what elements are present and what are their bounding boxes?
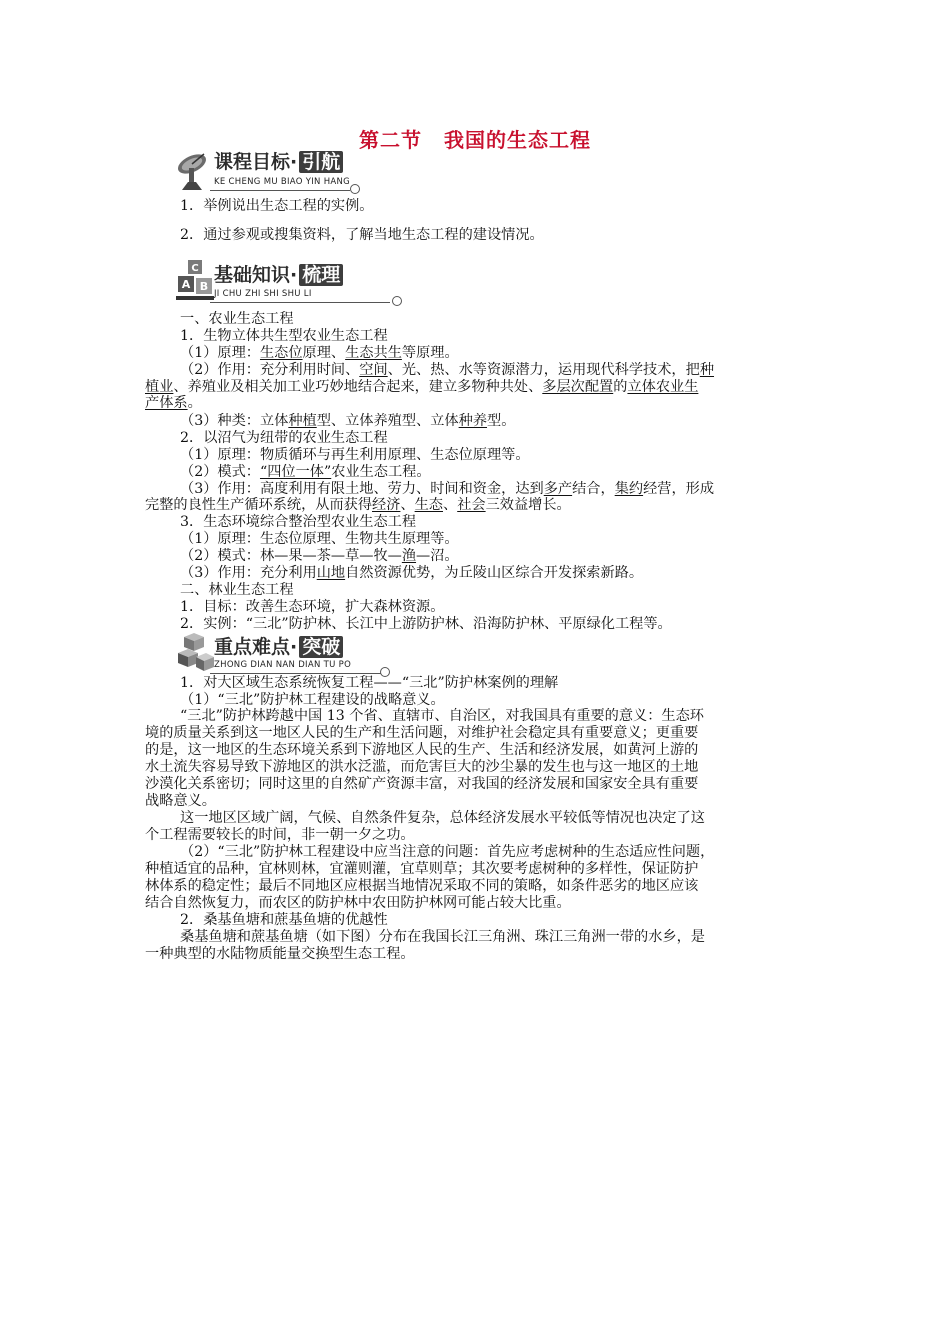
subsection-heading: 3．生态环境综合整治型农业生态工程 bbox=[180, 514, 417, 530]
banner-ring-icon bbox=[392, 296, 402, 306]
title-section: 第二节 bbox=[359, 128, 422, 152]
text-line: 产体系。 bbox=[145, 395, 202, 411]
satellite-dish-icon bbox=[174, 150, 216, 192]
answer-blank: 生态共生 bbox=[345, 345, 402, 361]
banner-basics bbox=[174, 258, 404, 304]
subsection-heading: 1．生物立体共生型农业生态工程 bbox=[180, 328, 388, 344]
objective-item: 1．举例说出生态工程的实例。 bbox=[180, 198, 374, 214]
banner-divider bbox=[210, 302, 390, 303]
text-line: （3）种类：立体种植型、立体养殖型、立体种养型。 bbox=[180, 413, 516, 429]
banner-objectives bbox=[174, 150, 364, 196]
answer-blank: 植业 bbox=[145, 379, 174, 395]
subsection-heading: 2．桑基鱼塘和蔗基鱼塘的优越性 bbox=[180, 912, 388, 928]
banner-divider bbox=[210, 190, 350, 191]
answer-blank: 种植 bbox=[288, 413, 317, 429]
text-line: （1）“三北”防护林工程建设的战略意义。 bbox=[180, 692, 445, 708]
paragraph-line: 战略意义。 bbox=[145, 793, 216, 809]
text-line: （2）作用：充分利用时间、空间、光、热、水等资源潜力，运用现代科学技术，把种 bbox=[180, 362, 715, 378]
paragraph-line: 的是，这一地区的生态环境关系到下游地区人民的生产、生活和经济发展，如黄河上游的 bbox=[145, 742, 699, 758]
banner-divider bbox=[210, 673, 382, 674]
text-line: 植业、养殖业及相关加工业巧妙地结合起来，建立多物种共处、多层次配置的立体农业生 bbox=[145, 379, 699, 395]
answer-blank: 集约 bbox=[614, 481, 644, 497]
answer-blank: 生态位 bbox=[259, 345, 303, 361]
subsection-heading: 2．以沼气为纽带的农业生态工程 bbox=[180, 430, 388, 446]
answer-blank: 空间 bbox=[359, 362, 388, 378]
title-text: 我国的生态工程 bbox=[444, 128, 591, 152]
svg-text:A: A bbox=[181, 278, 191, 291]
paragraph-line: 种植适宜的品种，宜林则林，宜灌则灌，宜草则草；其次要考虑树种的多样性，保证防护 bbox=[145, 861, 699, 877]
answer-blank: 生态 bbox=[414, 497, 443, 513]
banner-basics-title: 基础知识· 梳理 bbox=[214, 263, 343, 287]
answer-blank: 社会 bbox=[457, 497, 486, 513]
paragraph-line: 个工程需要较长的时间，非一朝一夕之功。 bbox=[145, 827, 415, 843]
page-title bbox=[0, 124, 950, 153]
banner-objectives-pinyin: KE CHENG MU BIAO YIN HANG bbox=[214, 177, 351, 187]
text-line: 完整的良性生产循环系统，从而获得经济、生态、社会三效益增长。 bbox=[145, 497, 571, 513]
text-line: （1）原理：生态位原理、生物共生原理等。 bbox=[180, 531, 459, 547]
banner-basics-highlight: 梳理 bbox=[299, 264, 343, 286]
paragraph-line: 结合自然恢复力，而农区的防护林中农田防护林网可能占较大比重。 bbox=[145, 895, 571, 911]
text-line: （3）作用：高度利用有限土地、劳力、时间和资金，达到多产结合，集约经营，形成 bbox=[180, 481, 715, 497]
answer-blank: 山地 bbox=[316, 565, 346, 581]
paragraph-line: （2）“三北”防护林工程建设中应当注意的问题：首先应考虑树种的生态适应性问题， bbox=[180, 844, 715, 860]
svg-text:C: C bbox=[191, 263, 199, 274]
text-line: 1．目标：改善生态环境，扩大森林资源。 bbox=[180, 599, 445, 615]
answer-blank: 经济 bbox=[372, 497, 401, 513]
answer-blank: “四位一体” bbox=[259, 464, 332, 480]
answer-blank: 种 bbox=[699, 362, 715, 378]
paragraph-line: 沙漠化关系密切；同时这里的自然矿产资源丰富，对我国的经济发展和国家安全具有重要 bbox=[145, 776, 699, 792]
text-line: （1）原理：物质循环与再生利用原理、生态位原理等。 bbox=[180, 447, 530, 463]
section-heading: 二、林业生态工程 bbox=[180, 582, 294, 598]
banner-objectives-title: 课程目标· 引航 bbox=[214, 150, 343, 174]
banner-basics-pinyin: JI CHU ZHI SHI SHU LI bbox=[214, 289, 312, 299]
text-line: （1）原理：生态位原理、生态共生等原理。 bbox=[180, 345, 459, 361]
banner-objectives-highlight: 引航 bbox=[299, 151, 343, 173]
banner-keypoints-pinyin: ZHONG DIAN NAN DIAN TU PO bbox=[214, 660, 352, 670]
banner-keypoints-highlight: 突破 bbox=[299, 636, 343, 658]
paragraph-line: 一种典型的水陆物质能量交换型生态工程。 bbox=[145, 946, 415, 962]
answer-blank: 产体系 bbox=[145, 395, 188, 411]
paragraph-line: 桑基鱼塘和蔗基鱼塘（如下图）分布在我国长江三角洲、珠江三角洲一带的水乡，是 bbox=[180, 929, 705, 945]
paragraph-line: “三北”防护林跨越中国 13 个省、直辖市、自治区，对我国具有重要的意义：生态环 bbox=[180, 708, 704, 724]
abc-blocks-icon bbox=[174, 260, 216, 302]
text-line: （3）作用：充分利用山地自然资源优势，为丘陵山区综合开发探索新路。 bbox=[180, 565, 644, 581]
text-line: （2）模式：“四位一体”农业生态工程。 bbox=[180, 464, 431, 480]
paragraph-line: 这一地区区域广阔，气候、自然条件复杂，总体经济发展水平较低等情况也决定了这 bbox=[180, 810, 705, 826]
svg-text:B: B bbox=[199, 280, 209, 293]
paragraph-line: 林体系的稳定性；最后不同地区应根据当地情况采取不同的策略，如条件恶劣的地区应该 bbox=[145, 878, 699, 894]
text-line: （2）模式：林—果—茶—草—牧—渔—沼。 bbox=[180, 548, 459, 564]
paragraph-line: 境的质量关系到这一地区人民的生产和生活问题，对维护社会稳定具有重要意义；更重要 bbox=[145, 725, 699, 741]
banner-keypoints bbox=[174, 629, 394, 675]
answer-blank: 种养 bbox=[458, 413, 488, 429]
subsection-heading: 1．对大区域生态系统恢复工程——“三北”防护林案例的理解 bbox=[180, 675, 559, 691]
answer-blank: 渔 bbox=[401, 548, 417, 564]
answer-blank: 多产 bbox=[543, 481, 573, 497]
objective-item: 2．通过参观或搜集资料，了解当地生态工程的建设情况。 bbox=[180, 227, 544, 243]
banner-keypoints-title: 重点难点· 突破 bbox=[214, 635, 343, 659]
text-line: 2．实例：“三北”防护林、长江中上游防护林、沿海防护林、平原绿化工程等。 bbox=[180, 616, 672, 632]
answer-blank: 立体农业生 bbox=[627, 379, 699, 395]
banner-ring-icon bbox=[350, 184, 360, 194]
answer-blank: 多层次配置 bbox=[542, 379, 614, 395]
paragraph-line: 水土流失容易导致下游地区的洪水泛滥，而危害巨大的沙尘暴的发生也与这一地区的土地 bbox=[145, 759, 699, 775]
cubes-icon bbox=[174, 633, 216, 675]
section-heading: 一、农业生态工程 bbox=[180, 311, 294, 327]
